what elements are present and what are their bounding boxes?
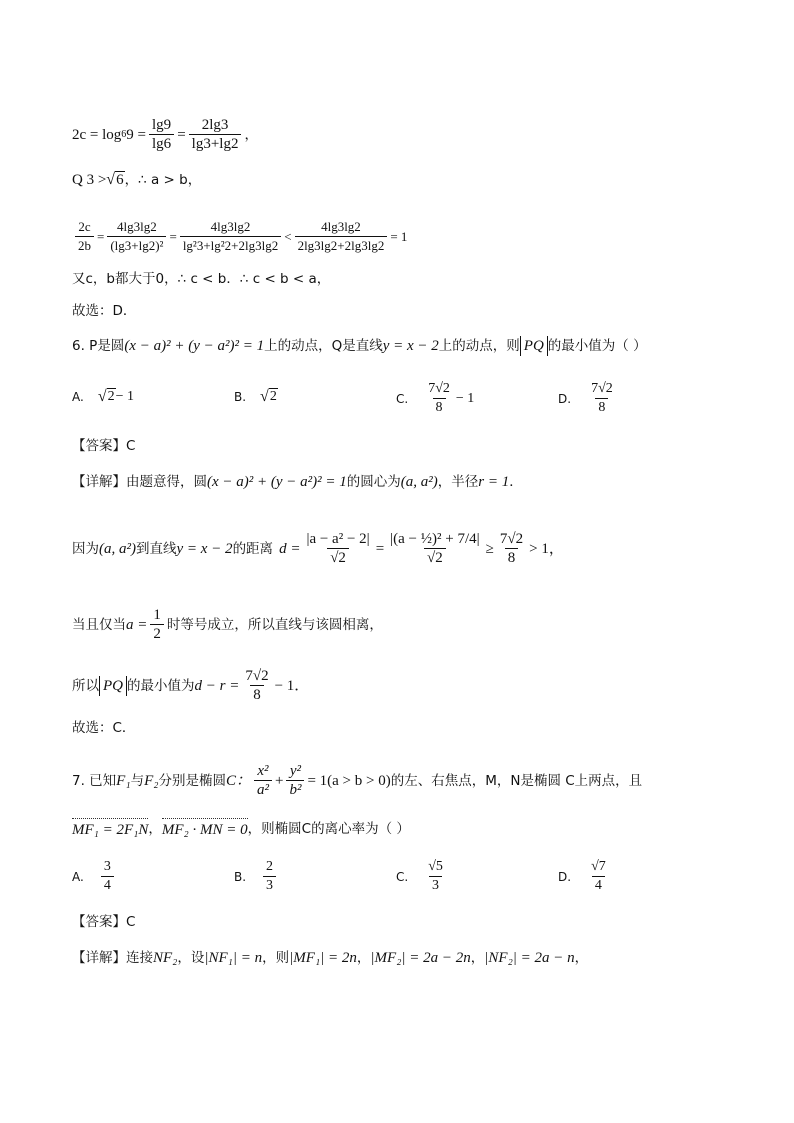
- q7-option-c: C. $\frac{√5}{3}$: [396, 859, 443, 893]
- q6-detail-3: 当且仅当 a = $\frac{1}{2}$ 时等号成立，所以直线与该圆相离，: [72, 607, 383, 642]
- q6-option-a: A. √ 2 − 1: [72, 388, 134, 405]
- q6-answer: 【答案】C: [72, 438, 136, 454]
- q7-answer: 【答案】C: [72, 914, 136, 930]
- ratio-comparison: $\frac{2c}{2b}$ = $\frac{4\lg 3\lg 2}{\text{(lg3+lg2)²}}$ = $\frac{4\lg 3\lg 2}{\text{lg²3+lg²2+2lg3lg2}}$ < $\frac{4\lg 3\lg 2}{2\lg 3\lg 2+2\lg 3\lg 2}$ = 1: [72, 218, 754, 255]
- q7-option-a: A. $\frac{3}{4}$: [72, 858, 117, 895]
- fraction: $\frac{\lg 9}{\lg 6}$: [149, 116, 174, 153]
- equation-2c: 2c = log 6 9 = $\frac{\lg 9}{\lg 6}$ = $\frac{2\lg 3}{\lg 3+\lg 2}$ ，: [72, 117, 258, 152]
- q7-option-d: D. $\frac{√7}{4}$: [558, 859, 606, 893]
- q6-detail-4: 所以 PQ 的最小值为 d − r = $\frac{7√2}{8}$ − 1．: [72, 668, 310, 703]
- q7-option-b: B. $\frac{2}{3}$: [234, 858, 279, 895]
- q7-detail: 【详解】连接 NF₂ ，设 |NF₁| = n ，则 |MF₁| = 2n ， |MF₂| = 2a − 2n ， |NF₂| = 2a − n ，: [72, 950, 589, 966]
- eq-arg: 9 =: [126, 126, 147, 143]
- q6-option-c: C. $\frac{7√2}{8}$ − 1: [396, 381, 475, 415]
- question-7-vectors: MF₁ = 2F₁N ， MF₂ · MN = 0 ，则椭圆C的离心率为（ ）: [72, 818, 754, 840]
- q6-option-b: B. √ 2: [234, 388, 277, 405]
- fraction: $\frac{2\lg 3}{\lg 3+\lg 2}$: [189, 116, 242, 153]
- q6-option-d: D. $\frac{7√2}{8}$: [558, 381, 613, 415]
- sqrt-6: √ 6: [106, 171, 124, 188]
- conclusion-line: 又c，b都大于0，∴ c < b．∴ c < b < a，: [72, 271, 331, 287]
- q6-detail-2: 因为 (a, a²) 到直线 y = x − 2 的距离 d = $\frac{\text{|a − a² − 2|}}{√2}$ = $\frac{\text{|(a − ½)² + 7/4|}}{√2}$ ≥ $\frac{7√2}{8}$ > 1，: [72, 531, 564, 566]
- question-7-stem: 7. 已知 F₁ 与 F₂ 分别是椭圆 C： $\frac{\text{x²}}{\text{a²}}$ + $\frac{\text{y²}}{\text{b²}}$ = 1(a > b > 0) 的左、右焦点，M，N是椭圆 C上两点，且: [72, 763, 643, 798]
- eq-prefix: 2c = log: [72, 126, 122, 143]
- q6-choose: 故选：C．: [72, 720, 136, 736]
- inequality-line: Q 3 > √ 6 ，∴ a > b，: [72, 171, 202, 188]
- choice-d: 故选：D．: [72, 303, 137, 319]
- q6-detail-1: 【详解】由题意得，圆 (x − a)² + (y − a²)² = 1 的圆心为 (a, a²) ，半径 r = 1 ．: [72, 474, 523, 490]
- question-6-stem: 6. P是圆 (x − a)² + (y − a²)² = 1 上的动点，Q是直线 y = x − 2 上的动点，则 PQ 的最小值为（ ）: [72, 338, 647, 354]
